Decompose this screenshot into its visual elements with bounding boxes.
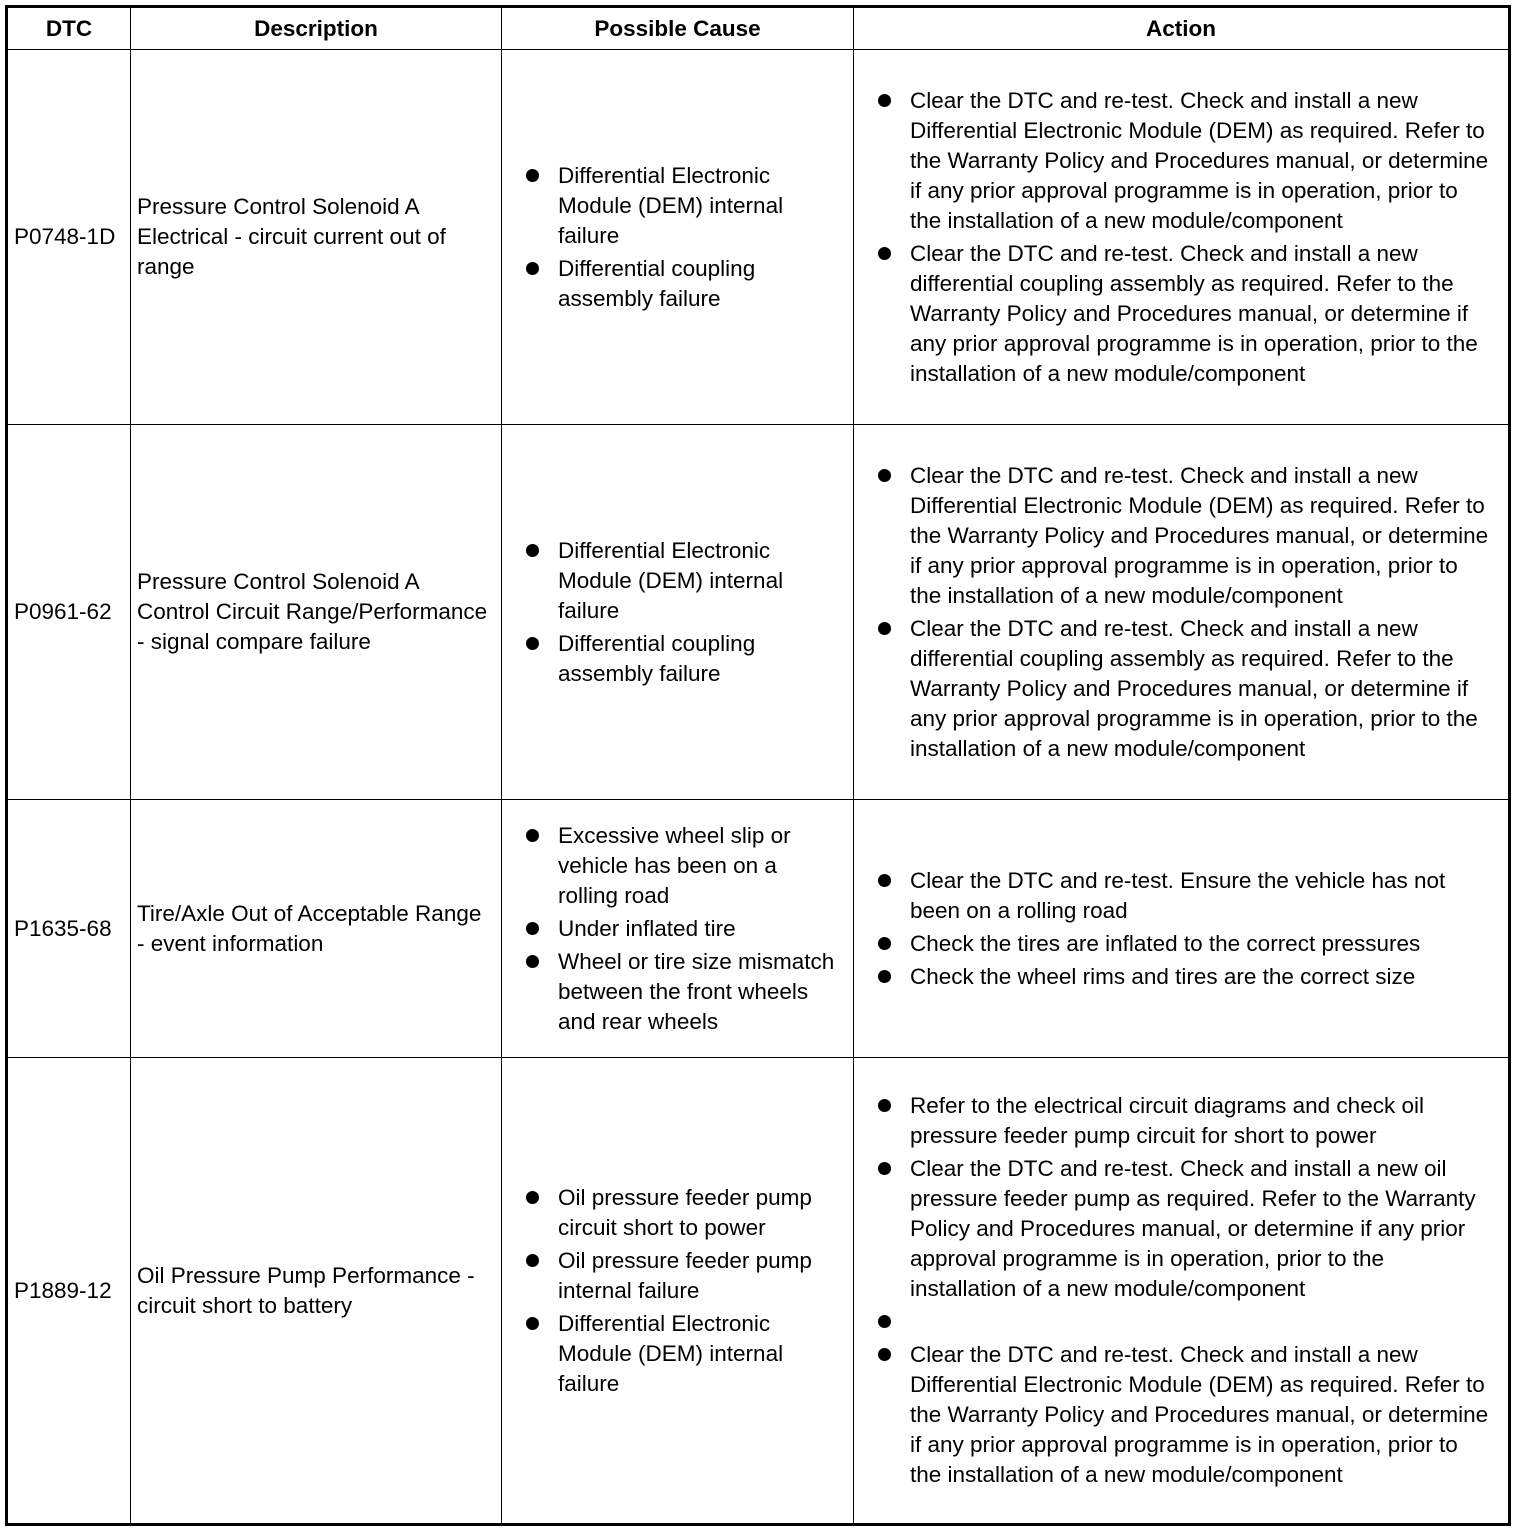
dtc-code: P1635-68	[7, 800, 131, 1058]
header-row	[7, 7, 1510, 50]
action-text: Clear the DTC and re-test. Check and install a new oil pressure feeder pump as required. Refer to the Warranty Policy and Procedures manual, or determine if any prior approval programme is in operation, prior to the installation of a new module/component	[910, 1156, 1476, 1301]
header-possible-cause: Possible Cause	[502, 7, 854, 50]
list-item	[524, 161, 843, 251]
dtc-description: Tire/Axle Out of Acceptable Range - event information	[131, 800, 502, 1058]
dtc-table	[5, 5, 1511, 1526]
bullet-icon	[878, 1099, 891, 1112]
cause-text: Differential coupling assembly failure	[558, 255, 756, 311]
list-item	[876, 1091, 1494, 1151]
table-row	[7, 425, 1510, 800]
action-text: Check the wheel rims and tires are the correct size	[910, 963, 1416, 989]
action-text: Clear the DTC and re-test. Check and install a new differential coupling assembly as required. Refer to the Warranty Policy and Procedures manual, or determine if any prior approval programme is in operation, prior to the installation of a new module/component	[910, 240, 1478, 386]
cause-text: Oil pressure feeder pump circuit short to power	[558, 1184, 812, 1240]
bullet-icon	[878, 247, 891, 260]
cause-list	[524, 161, 843, 314]
bullet-icon	[526, 922, 539, 935]
cause-text: Differential coupling assembly failure	[558, 630, 756, 686]
action-cell	[854, 50, 1510, 425]
bullet-icon	[526, 1317, 539, 1330]
bullet-icon	[878, 94, 891, 107]
possible-cause-cell	[502, 1058, 854, 1525]
action-cell	[854, 425, 1510, 800]
action-text: Clear the DTC and re-test. Check and install a new differential coupling assembly as required. Refer to the Warranty Policy and Procedures manual, or determine if any prior approval programme is in operation, prior to the installation of a new module/component	[910, 615, 1478, 761]
list-item	[876, 866, 1494, 926]
action-cell	[854, 1058, 1510, 1525]
bullet-icon	[878, 937, 891, 950]
bullet-icon	[526, 1191, 539, 1204]
bullet-icon	[526, 829, 539, 842]
bullet-icon	[878, 874, 891, 887]
list-item	[524, 821, 843, 911]
table-row	[7, 1058, 1510, 1525]
table-row	[7, 800, 1510, 1058]
list-item	[524, 1246, 843, 1306]
possible-cause-cell	[502, 425, 854, 800]
cause-text: Differential Electronic Module (DEM) internal failure	[558, 1310, 784, 1396]
action-text: Clear the DTC and re-test. Check and install a new Differential Electronic Module (DEM) as required. Refer to the Warranty Policy and Procedures manual, or determine if any prior approval programme is in operation, prior to the installation of a new module/component	[910, 1342, 1489, 1487]
action-cell	[854, 800, 1510, 1058]
possible-cause-cell	[502, 800, 854, 1058]
action-text: Clear the DTC and re-test. Check and install a new Differential Electronic Module (DEM) as required. Refer to the Warranty Policy and Procedures manual, or determine if any prior approval programme is in operation, prior to the installation of a new module/component	[910, 87, 1489, 233]
list-item	[876, 239, 1494, 389]
bullet-icon	[878, 469, 891, 482]
dtc-code: P1889-12	[7, 1058, 131, 1525]
table-row	[7, 50, 1510, 425]
list-item	[876, 1340, 1494, 1490]
cause-text: Oil pressure feeder pump internal failure	[558, 1247, 812, 1303]
cause-text: Excessive wheel slip or vehicle has been on a rolling road	[558, 822, 791, 908]
list-item	[876, 1307, 1494, 1337]
bullet-icon	[878, 970, 891, 983]
bullet-icon	[526, 1254, 539, 1267]
possible-cause-cell	[502, 50, 854, 425]
action-list	[876, 1091, 1494, 1490]
bullet-icon	[526, 262, 539, 275]
list-item	[524, 254, 843, 314]
action-list	[876, 461, 1494, 764]
list-item	[524, 914, 843, 944]
dtc-code: P0961-62	[7, 425, 131, 800]
cause-text: Differential Electronic Module (DEM) internal failure	[558, 162, 784, 248]
bullet-icon	[526, 544, 539, 557]
action-text: Check the tires are inflated to the correct pressures	[910, 930, 1421, 956]
bullet-icon	[878, 1162, 891, 1175]
dtc-code: P0748-1D	[7, 50, 131, 425]
action-text: Clear the DTC and re-test. Check and install a new Differential Electronic Module (DEM) as required. Refer to the Warranty Policy and Procedures manual, or determine if any prior approval programme is in operation, prior to the installation of a new module/component	[910, 462, 1489, 608]
list-item	[524, 947, 843, 1037]
list-item	[524, 1183, 843, 1243]
list-item	[524, 1309, 843, 1399]
action-list	[876, 866, 1494, 992]
list-item	[876, 614, 1494, 764]
dtc-description: Pressure Control Solenoid A Electrical - circuit current out of range	[131, 50, 502, 425]
list-item	[876, 461, 1494, 611]
action-text: Refer to the electrical circuit diagrams and check oil pressure feeder pump circuit for short to power	[910, 1093, 1424, 1148]
cause-text: Differential Electronic Module (DEM) internal failure	[558, 537, 784, 623]
list-item	[524, 629, 843, 689]
action-text: Clear the DTC and re-test. Ensure the vehicle has not been on a rolling road	[910, 867, 1446, 923]
bullet-icon	[526, 955, 539, 968]
bullet-icon	[878, 1315, 891, 1328]
bullet-icon	[878, 622, 891, 635]
bullet-icon	[526, 169, 539, 182]
cause-text: Under inflated tire	[558, 915, 736, 941]
bullet-icon	[526, 637, 539, 650]
bullet-icon	[878, 1348, 891, 1361]
cause-list	[524, 1183, 843, 1399]
header-dtc: DTC	[7, 7, 131, 50]
cause-text: Wheel or tire size mismatch between the front wheels and rear wheels	[558, 948, 835, 1034]
list-item	[876, 929, 1494, 959]
list-item	[876, 962, 1494, 992]
action-list	[876, 86, 1494, 389]
header-action: Action	[854, 7, 1510, 50]
cause-list	[524, 536, 843, 689]
cause-list	[524, 821, 843, 1037]
dtc-description: Oil Pressure Pump Performance -circuit short to battery	[131, 1058, 502, 1525]
list-item	[524, 536, 843, 626]
header-description: Description	[131, 7, 502, 50]
list-item	[876, 86, 1494, 236]
list-item	[876, 1154, 1494, 1304]
dtc-description: Pressure Control Solenoid A Control Circuit Range/Performance - signal compare failure	[131, 425, 502, 800]
